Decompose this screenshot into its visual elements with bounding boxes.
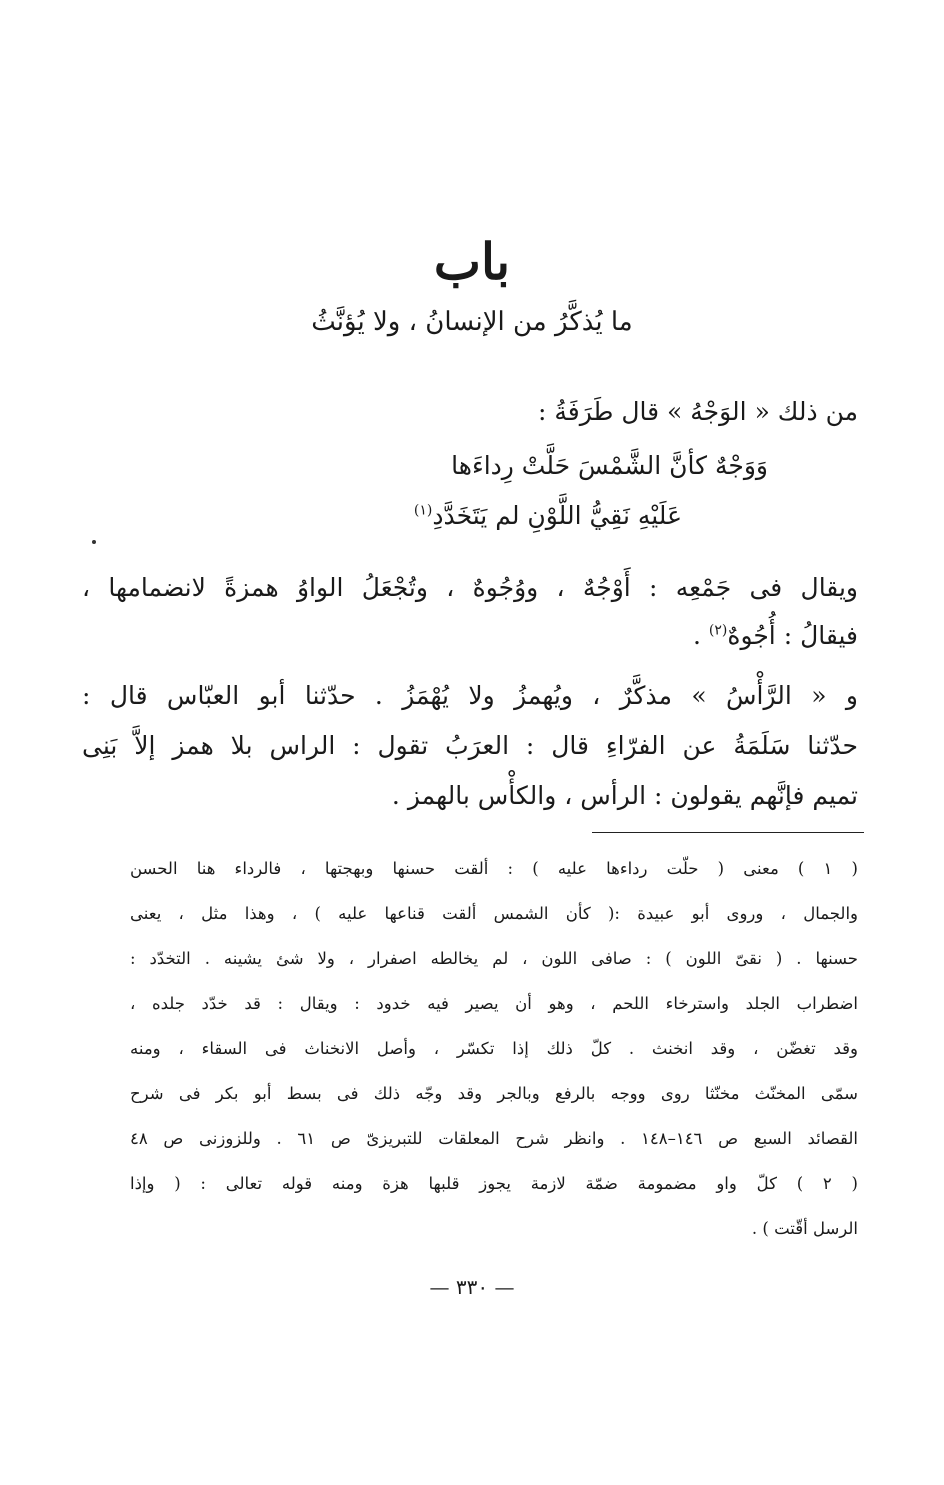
intro-line: من ذلك « الوَجْهُ » قال طَرَفَةُ : bbox=[538, 397, 858, 426]
plural-line-2 bbox=[693, 616, 858, 656]
footnote-line-9: الرسل أقّتت ) . bbox=[751, 1219, 858, 1238]
scan-speck bbox=[92, 540, 96, 544]
footnote-line-6: سمّى المخنّث مخنّثا روى ووجه بالرفع وبالجر وقد وجّه ذلك فى بسط أبو بكر فى شرح bbox=[130, 1084, 858, 1103]
plural-line-2-text: فيقالُ : أُجُوهٌ bbox=[727, 621, 858, 650]
footnote-line-2: والجمال ، وروى أبو عبيدة :( كأن الشمس ألقت قناعها عليه ) ، وهذا مثل ، يعنى bbox=[130, 904, 858, 923]
footnote-ref-2: (٢) bbox=[708, 622, 728, 639]
footnote-line-8: ( ٢ ) كلّ واو مضمومة ضمّة لازمة يجوز قلبها هزة ومنه قوله تعالى : ( وإذا bbox=[130, 1174, 858, 1193]
ras-line-3: تميم فإنَّهم يقولون : الرأس ، والكأْس بالهمز . bbox=[391, 781, 858, 810]
page-number: — ٣٣٠ — bbox=[429, 1275, 515, 1299]
verse-line-1: وَوَجْهٌ كأنَّ الشَّمْسَ حَلَّتْ رِداءَها bbox=[451, 451, 768, 480]
footnote-separator bbox=[592, 832, 864, 833]
verse-line-2-text: عَلَيْهِ نَقِيُّ اللَّوْنِ لم يَتَخَدَّدِ bbox=[432, 501, 682, 530]
footnote-line-3: حسنها . ( نقىّ اللون ) : صافى اللون ، لم يخالطه اصفرار ، ولا شئ يشينه . التخدّد : bbox=[130, 949, 858, 968]
ras-line-1: و « الرَّأْسُ » مذكَّرٌ ، ويُهمزُ ولا يُهْمَزُ . حدّثنا أبو العبّاس قال : bbox=[82, 681, 858, 710]
ras-line-2: حدّثنا سَلَمَةُ عن الفرّاءِ قال : العرَبُ تقول : الراس بلا همز إلاَّ بَنِى bbox=[82, 731, 858, 760]
plural-line-2-end: . bbox=[692, 621, 709, 650]
footnote-line-1: ( ١ ) معنى ( حلّت رداءها عليه ) : ألقت حسنها وبهجتها ، فالرداء هنا الحسن bbox=[130, 859, 858, 878]
footnote-line-4: اضطراب الجلد واسترخاء اللحم ، وهو أن يصير فيه خدود : ويقال : قد خدّد جلده ، bbox=[130, 994, 858, 1013]
footnote-ref-1: (١) bbox=[413, 502, 433, 519]
chapter-heading: باب bbox=[433, 232, 511, 291]
footnote-line-7: القصائد السبع ص ١٤٦–١٤٨ . وانظر شرح المعلقات للتبريزىّ ص ٦١ . وللزوزنى ص ٤٨ bbox=[130, 1129, 858, 1148]
plural-line-1: ويقال فى جَمْعِه : أَوْجُهٌ ، ووُجُوهٌ ، وتُجْعَلُ الواوُ همزةً لانضمامها ، bbox=[82, 573, 858, 602]
footnote-line-5: وقد تغضّن ، وقد انخنث . كلّ ذلك إذا تكسّر ، وأصل الانخناث فى السقاء ، ومنه bbox=[130, 1039, 858, 1058]
verse-line-2 bbox=[414, 496, 682, 536]
chapter-subtitle: ما يُذكَّرُ من الإنسانُ ، ولا يُؤنَّثُ bbox=[311, 307, 633, 337]
